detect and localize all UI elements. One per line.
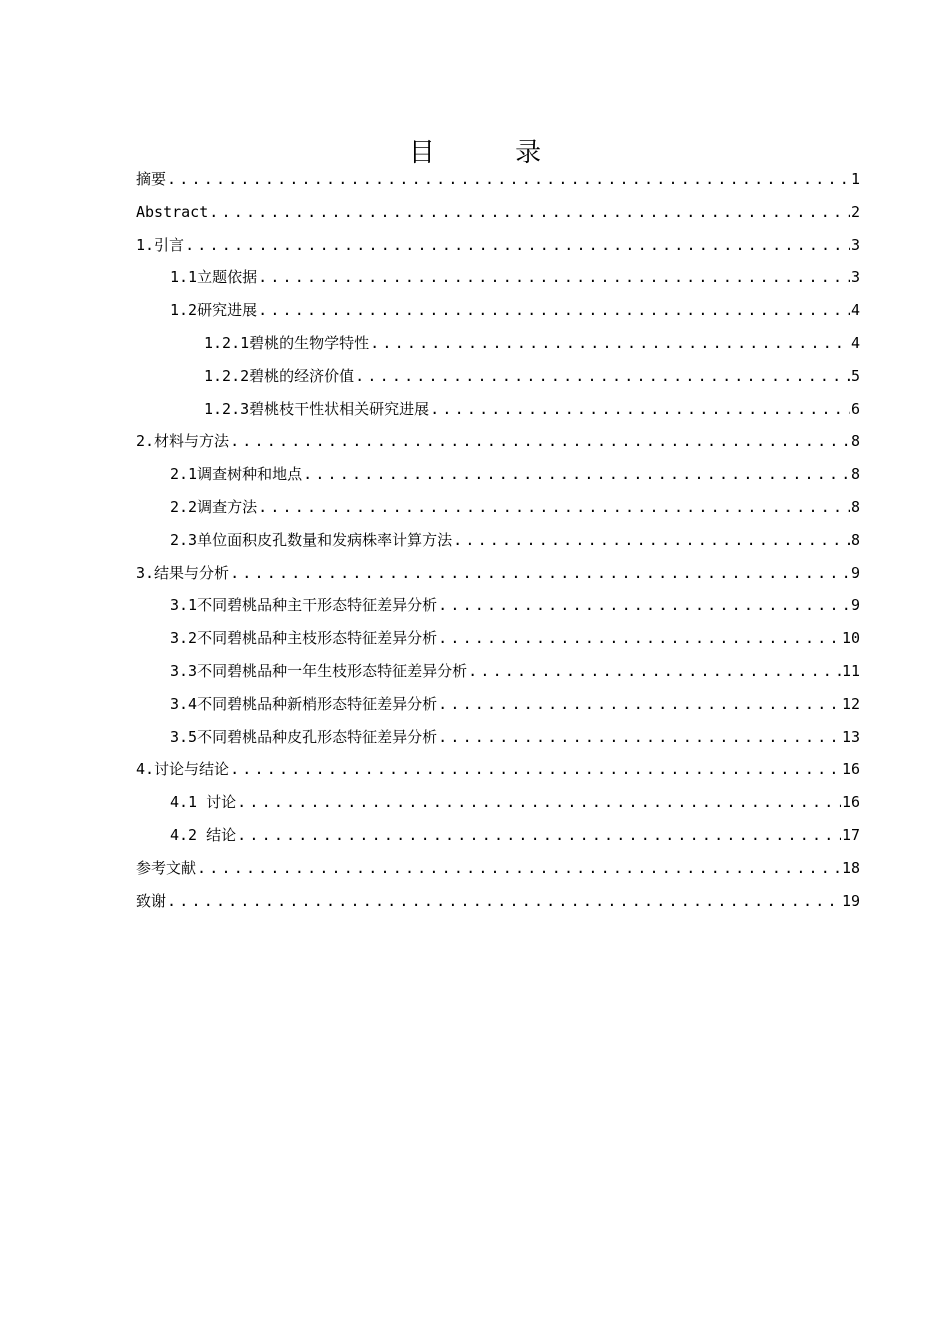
toc-entry-label: 3.3不同碧桃品种一年生枝形态特征差异分析 (170, 661, 468, 680)
toc-page-number: 12 (841, 694, 860, 713)
toc-page-number: 8 (850, 497, 860, 516)
toc-leader-dots (167, 163, 850, 196)
toc-entry[interactable] (136, 458, 860, 491)
toc-entry-label: 2.2调查方法 (170, 497, 258, 516)
toc-entry[interactable] (136, 819, 860, 852)
toc-entry[interactable] (136, 196, 860, 229)
toc-entry[interactable] (136, 753, 860, 786)
toc-entry[interactable] (136, 786, 860, 819)
toc-page-number: 8 (850, 432, 860, 451)
toc-page-number: 1 (850, 170, 860, 188)
toc-page-number: 13 (841, 727, 860, 746)
toc-page-number: 2 (850, 202, 860, 221)
toc-leader-dots (230, 557, 850, 590)
toc-entry[interactable] (136, 229, 860, 262)
toc-leader-dots (370, 327, 850, 360)
toc-entry[interactable] (136, 294, 860, 327)
toc-leader-dots (230, 425, 850, 458)
toc-entry-label: 3.2不同碧桃品种主枝形态特征差异分析 (170, 629, 438, 648)
toc-leader-dots (438, 622, 841, 655)
toc-entry-label: 1.2.3碧桃枝干性状相关研究进展 (204, 399, 430, 418)
toc-page-number: 3 (850, 235, 860, 254)
toc-entry[interactable] (136, 589, 860, 622)
toc-entry-label: 参考文献 (136, 858, 197, 877)
toc-leader-dots (438, 721, 841, 754)
toc-page-number: 6 (850, 399, 860, 418)
toc-page-number: 17 (841, 825, 860, 844)
toc-leader-dots (237, 819, 841, 852)
toc-page-number: 16 (841, 760, 860, 779)
toc-entry-label: 1.2研究进展 (170, 301, 258, 320)
toc-entry-label: 4.1 讨论 (170, 793, 237, 812)
toc-entry-label: 1.引言 (136, 235, 185, 254)
toc-entry-label: 4.2 结论 (170, 825, 237, 844)
toc-entry[interactable] (136, 393, 860, 426)
toc-leader-dots (468, 655, 841, 688)
toc-entry-label: 3.1不同碧桃品种主干形态特征差异分析 (170, 596, 438, 615)
toc-entry-label: Abstract (136, 202, 209, 221)
toc-entry[interactable] (136, 327, 860, 360)
toc-leader-dots (197, 852, 841, 885)
toc-entry-label: 致谢 (136, 891, 167, 910)
toc-entry-label: 4.讨论与结论 (136, 760, 230, 779)
toc-entry-label: 摘要 (136, 170, 167, 188)
toc-leader-dots (438, 688, 841, 721)
toc-page-number: 4 (850, 333, 860, 352)
toc-entry-label: 1.2.2碧桃的经济价值 (204, 366, 355, 385)
toc-entry[interactable] (136, 721, 860, 754)
toc-page-number: 4 (850, 301, 860, 320)
toc-page-number: 16 (841, 793, 860, 812)
toc-entry-label: 2.材料与方法 (136, 432, 230, 451)
toc-entry-label: 2.1调查树种和地点 (170, 465, 303, 484)
toc-page-number: 10 (841, 629, 860, 648)
toc-entry-label: 2.3单位面积皮孔数量和发病株率计算方法 (170, 530, 453, 549)
toc-leader-dots (303, 458, 850, 491)
toc-entry[interactable] (136, 425, 860, 458)
toc-page-number: 18 (841, 858, 860, 877)
toc-entry[interactable] (136, 557, 860, 590)
toc-entry-label: 3.结果与分析 (136, 563, 230, 582)
toc-entry[interactable] (136, 524, 860, 557)
toc-entry-label: 1.1立题依据 (170, 268, 258, 287)
toc-leader-dots (258, 491, 850, 524)
toc-leader-dots (167, 885, 841, 918)
page-title: 目 录 (408, 138, 578, 168)
toc-leader-dots (355, 360, 850, 393)
toc-leader-dots (453, 524, 850, 557)
toc-entry-label: 3.5不同碧桃品种皮孔形态特征差异分析 (170, 727, 438, 746)
toc-leader-dots (237, 786, 841, 819)
toc-entry-label: 1.2.1碧桃的生物学特性 (204, 333, 370, 352)
table-of-contents (136, 163, 860, 917)
toc-leader-dots (185, 229, 850, 262)
toc-page-number: 9 (850, 563, 860, 582)
toc-entry[interactable] (136, 491, 860, 524)
toc-leader-dots (438, 589, 850, 622)
toc-entry[interactable] (136, 655, 860, 688)
toc-entry[interactable] (136, 163, 860, 196)
toc-page-number: 3 (850, 268, 860, 287)
toc-leader-dots (209, 196, 850, 229)
toc-leader-dots (258, 294, 850, 327)
toc-entry[interactable] (136, 261, 860, 294)
toc-page-number: 11 (841, 661, 860, 680)
toc-leader-dots (430, 393, 850, 426)
toc-entry-label: 3.4不同碧桃品种新梢形态特征差异分析 (170, 694, 438, 713)
toc-leader-dots (230, 753, 841, 786)
toc-entry[interactable] (136, 885, 860, 918)
toc-entry[interactable] (136, 360, 860, 393)
toc-leader-dots (258, 261, 850, 294)
toc-page-number: 8 (850, 530, 860, 549)
toc-entry[interactable] (136, 852, 860, 885)
toc-entry[interactable] (136, 622, 860, 655)
toc-page-number: 8 (850, 465, 860, 484)
toc-page-number: 19 (841, 891, 860, 910)
toc-page-number: 9 (850, 596, 860, 615)
toc-entry[interactable] (136, 688, 860, 721)
toc-page-number: 5 (850, 366, 860, 385)
